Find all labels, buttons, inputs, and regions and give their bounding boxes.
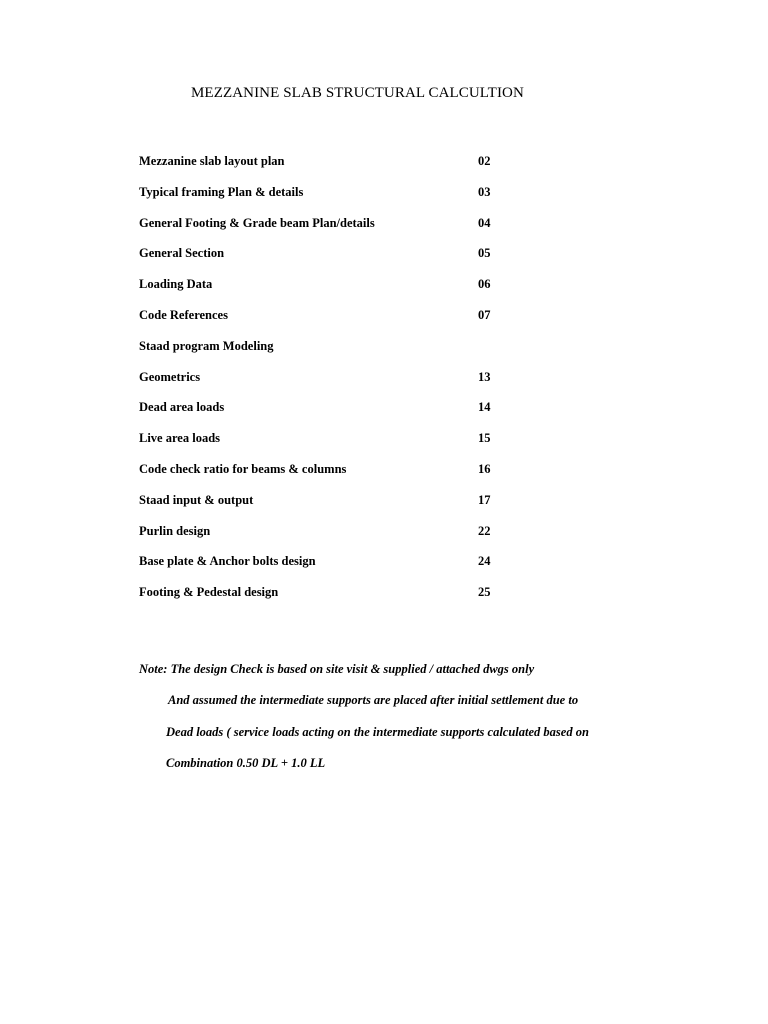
note-line: Note: The design Check is based on site visit & supplied / attached dwgs only	[139, 662, 535, 676]
toc-page-number: 05	[478, 246, 491, 261]
toc-label: Staad input & output	[139, 492, 254, 507]
toc-page-number: 14	[478, 400, 491, 415]
toc-label: Loading Data	[139, 277, 213, 292]
toc-page-number: 16	[478, 461, 491, 476]
toc-row	[139, 216, 539, 247]
toc-page-number: 04	[478, 215, 491, 230]
toc-label: Mezzanine slab layout plan	[139, 154, 285, 168]
note-line: Combination 0.50 DL + 1.0 LL	[166, 755, 326, 770]
toc-page-number: 17	[478, 492, 491, 507]
toc-label: Typical framing Plan & details	[139, 184, 304, 199]
toc-label: Code check ratio for beams & columns	[139, 461, 347, 476]
toc-row	[139, 185, 539, 216]
toc-label: General Footing & Grade beam Plan/details	[139, 215, 375, 230]
toc-page-number: 13	[478, 369, 491, 384]
toc-label: Dead area loads	[139, 400, 225, 415]
toc-label: Base plate & Anchor bolts design	[139, 554, 316, 569]
toc-label: Live area loads	[139, 431, 221, 446]
toc-page-number: 06	[478, 277, 491, 292]
toc-label: Code References	[139, 307, 228, 322]
toc-row	[139, 431, 539, 462]
toc-page-number: 07	[478, 307, 491, 322]
toc-row	[139, 462, 539, 493]
toc-label: General Section	[139, 246, 225, 261]
document-title: MEZZANINE SLAB STRUCTURAL CALCULTION	[191, 85, 524, 101]
toc-row	[139, 493, 539, 524]
toc-row	[139, 585, 539, 616]
note-line: Dead loads ( service loads acting on the intermediate supports calculated based on	[166, 724, 589, 739]
toc-row	[139, 370, 539, 401]
table-of-contents	[139, 154, 539, 616]
toc-label: Staad program Modeling	[139, 338, 274, 353]
toc-row	[139, 154, 539, 185]
toc-page-number: 15	[478, 431, 491, 446]
toc-row	[139, 277, 539, 308]
toc-page-number: 02	[478, 154, 491, 168]
toc-page-number: 22	[478, 523, 491, 538]
toc-label: Geometrics	[139, 369, 201, 384]
toc-label: Footing & Pedestal design	[139, 585, 279, 600]
toc-row	[139, 524, 539, 555]
toc-row	[139, 400, 539, 431]
toc-page-number: 25	[478, 585, 491, 600]
toc-row	[139, 554, 539, 585]
note-line: And assumed the intermediate supports are placed after initial settlement due to	[168, 693, 579, 708]
toc-row	[139, 246, 539, 277]
toc-row	[139, 339, 539, 370]
toc-row	[139, 308, 539, 339]
toc-label: Purlin design	[139, 523, 211, 538]
toc-page-number: 24	[478, 554, 491, 569]
design-note	[139, 662, 589, 787]
toc-page-number: 03	[478, 184, 491, 199]
